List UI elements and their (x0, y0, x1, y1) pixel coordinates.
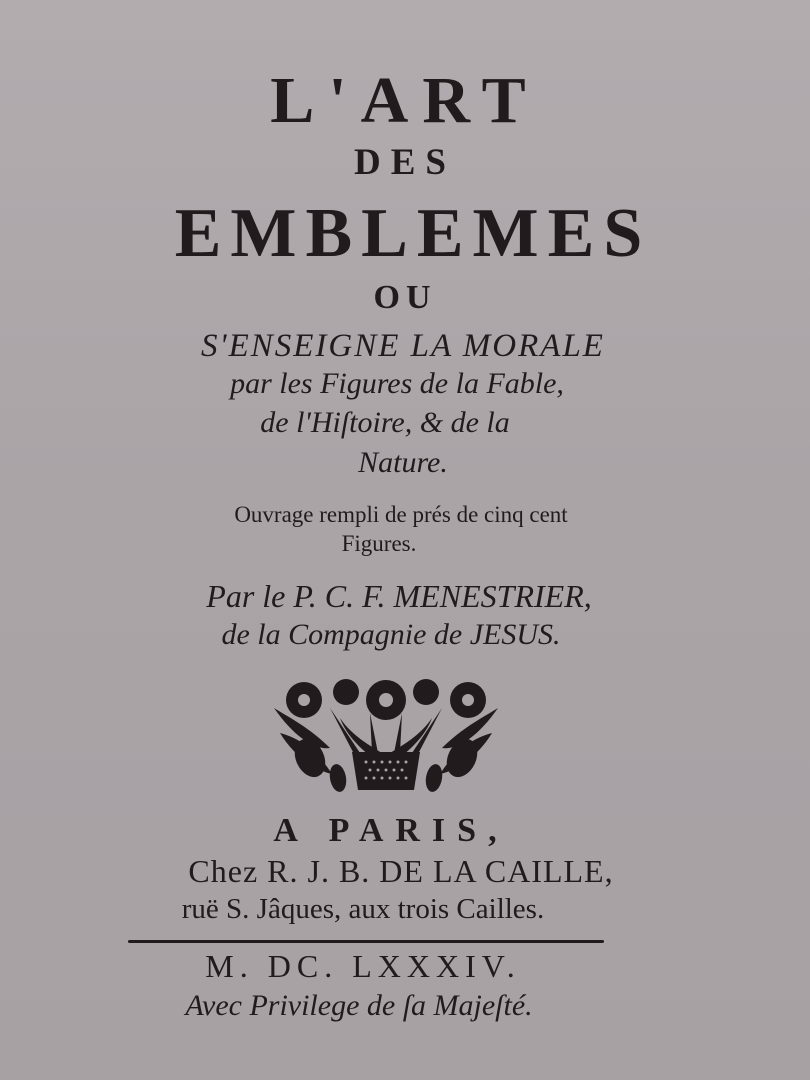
horizontal-rule (128, 940, 604, 943)
title-line-lart: L'ART (270, 64, 540, 137)
title-line-des: DES (354, 142, 456, 183)
subtitle-line-3: de l'Hiſtoire, & de la (260, 406, 510, 439)
flower-basket-ornament-icon (270, 678, 502, 796)
imprint-privilege: Avec Privilege de ſa Majeſté. (185, 989, 533, 1022)
author-line-2: de la Compagnie de JESUS. (221, 618, 561, 651)
description-line-2: Figures. (341, 531, 417, 556)
description-line-1: Ouvrage rempli de prés de cinq cent (234, 502, 568, 527)
subtitle-line-4: Nature. (358, 446, 448, 479)
imprint-city: A PARIS, (273, 812, 509, 849)
subtitle-line-2: par les Figures de la Fable, (230, 367, 564, 400)
imprint-publisher: Chez R. J. B. DE LA CAILLE, (188, 853, 614, 889)
imprint-year: M. DC. LXXXIV. (205, 948, 521, 984)
subtitle-line-1: S'ENSEIGNE LA MORALE (201, 328, 605, 364)
author-line-1: Par le P. C. F. MENESTRIER, (206, 578, 592, 614)
title-line-emblemes: EMBLEMES (174, 195, 652, 272)
title-line-ou: OU (373, 279, 437, 316)
imprint-address: ruë S. Jâques, aux trois Cailles. (181, 893, 545, 925)
